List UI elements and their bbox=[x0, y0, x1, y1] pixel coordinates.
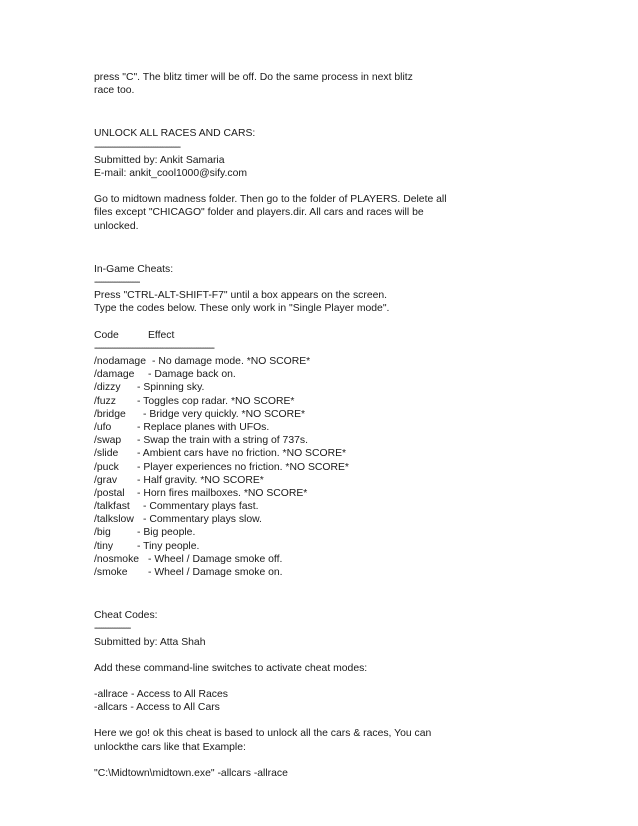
column-code-header: Code bbox=[94, 329, 119, 341]
cheat-effect: - Swap the train with a string of 737s. bbox=[137, 435, 308, 447]
cheat-command: /grav bbox=[94, 474, 118, 486]
cheatcodes-note-2: unlockthe cars like that Example: bbox=[94, 741, 246, 753]
ingame-instruction-2: Type the codes below. These only work in "Single Player mode". bbox=[94, 303, 390, 315]
unlock-email: E-mail: ankit_cool1000@sify.com bbox=[94, 168, 247, 180]
cheat-row bbox=[94, 526, 564, 539]
cheat-row bbox=[94, 553, 564, 566]
cheatcodes-submitted: Submitted by: Atta Shah bbox=[94, 636, 206, 648]
table-rule: ----------------------------------------------------- bbox=[94, 342, 214, 354]
unlock-body-1: Go to midtown madness folder. Then go to the folder of PLAYERS. Delete all bbox=[94, 194, 447, 206]
cheat-effect: - Wheel / Damage smoke on. bbox=[148, 567, 283, 579]
unlock-submitted: Submitted by: Ankit Samaria bbox=[94, 154, 225, 166]
cheat-command: /puck bbox=[94, 461, 119, 473]
intro-line-1: press "C". The blitz timer will be off. Do the same process in next blitz bbox=[94, 72, 413, 83]
cheat-row bbox=[94, 500, 564, 513]
cheat-effect: - Tiny people. bbox=[137, 540, 200, 552]
cheat-code-list bbox=[94, 355, 564, 579]
cheat-effect: - Player experiences no friction. *NO SCORE* bbox=[137, 461, 349, 473]
cheat-command: /nosmoke bbox=[94, 553, 140, 565]
cheat-command: /talkfast bbox=[94, 501, 130, 513]
cheat-effect: - Bridge very quickly. *NO SCORE* bbox=[143, 408, 306, 420]
column-effect-header: Effect bbox=[148, 329, 175, 341]
cheat-row bbox=[94, 368, 564, 381]
cheatcodes-rule: ---------------- bbox=[94, 623, 131, 635]
table-header bbox=[94, 329, 564, 342]
cheat-row bbox=[94, 434, 564, 447]
cheat-effect: - No damage mode. *NO SCORE* bbox=[152, 356, 311, 368]
ingame-section bbox=[94, 263, 564, 579]
cheat-effect: - Horn fires mailboxes. *NO SCORE* bbox=[137, 487, 308, 499]
cheat-row bbox=[94, 474, 564, 487]
cheat-effect: - Commentary plays fast. bbox=[143, 501, 259, 513]
cheat-command: /dizzy bbox=[94, 382, 121, 394]
cheat-row bbox=[94, 408, 564, 421]
cheatcodes-example: "C:\Midtown\midtown.exe" -allcars -allrace bbox=[94, 767, 288, 779]
cheatcodes-section bbox=[94, 609, 564, 780]
cheat-row bbox=[94, 381, 564, 394]
cheat-row bbox=[94, 447, 564, 460]
ingame-instruction-1: Press "CTRL-ALT-SHIFT-F7" until a box appears on the screen. bbox=[94, 290, 388, 302]
unlock-rule: -------------------------------------- bbox=[94, 141, 180, 153]
cheat-effect: - Commentary plays slow. bbox=[143, 514, 262, 526]
unlock-body-2: files except "CHICAGO" folder and players.dir. All cars and races will be bbox=[94, 207, 424, 219]
cheat-effect: - Big people. bbox=[137, 527, 196, 539]
cheat-effect: - Ambient cars have no friction. *NO SCORE* bbox=[137, 448, 347, 460]
cheat-command: /swap bbox=[94, 435, 122, 447]
cheat-row bbox=[94, 566, 564, 579]
cheat-command: /talkslow bbox=[94, 514, 134, 526]
unlock-section bbox=[94, 127, 564, 232]
ingame-heading: In-Game Cheats: bbox=[94, 263, 174, 275]
document-page bbox=[94, 71, 564, 780]
cheat-row bbox=[94, 421, 564, 434]
cheat-row bbox=[94, 355, 564, 368]
cheat-effect: - Replace planes with UFOs. bbox=[137, 421, 270, 433]
cheat-effect: - Toggles cop radar. *NO SCORE* bbox=[137, 395, 295, 407]
cheatcodes-note-1: Here we go! ok this cheat is based to unlock all the cars & races, You can bbox=[94, 728, 432, 740]
cheat-effect: - Spinning sky. bbox=[137, 382, 205, 394]
cheat-row bbox=[94, 540, 564, 553]
cheat-command: /damage bbox=[94, 369, 135, 381]
cheat-command: /big bbox=[94, 527, 111, 539]
cheat-command: /ufo bbox=[94, 421, 112, 433]
cheat-row bbox=[94, 487, 564, 500]
cheat-effect: - Wheel / Damage smoke off. bbox=[148, 553, 283, 565]
intro-line-2: race too. bbox=[94, 85, 135, 97]
cheat-command: /tiny bbox=[94, 540, 114, 552]
cheatcodes-heading: Cheat Codes: bbox=[94, 610, 158, 622]
cheat-row bbox=[94, 395, 564, 408]
unlock-body-3: unlocked. bbox=[94, 220, 139, 232]
ingame-rule: -------------------- bbox=[94, 277, 140, 289]
cheat-command: /slide bbox=[94, 448, 119, 460]
cheatcodes-instruction: Add these command-line switches to activate cheat modes: bbox=[94, 662, 368, 674]
cheat-row bbox=[94, 513, 564, 526]
cheat-command: /postal bbox=[94, 487, 125, 499]
cheat-effect: - Damage back on. bbox=[148, 369, 236, 381]
cheat-effect: - Half gravity. *NO SCORE* bbox=[137, 474, 264, 486]
cheat-row bbox=[94, 461, 564, 474]
switch-allcars: -allcars - Access to All Cars bbox=[94, 702, 220, 714]
unlock-heading: UNLOCK ALL RACES AND CARS: bbox=[94, 128, 256, 140]
cheat-command: /bridge bbox=[94, 408, 126, 420]
switch-allrace: -allrace - Access to All Races bbox=[94, 689, 228, 701]
cheat-command: /smoke bbox=[94, 567, 128, 579]
cheat-command: /nodamage bbox=[94, 356, 146, 368]
cheat-command: /fuzz bbox=[94, 395, 116, 407]
